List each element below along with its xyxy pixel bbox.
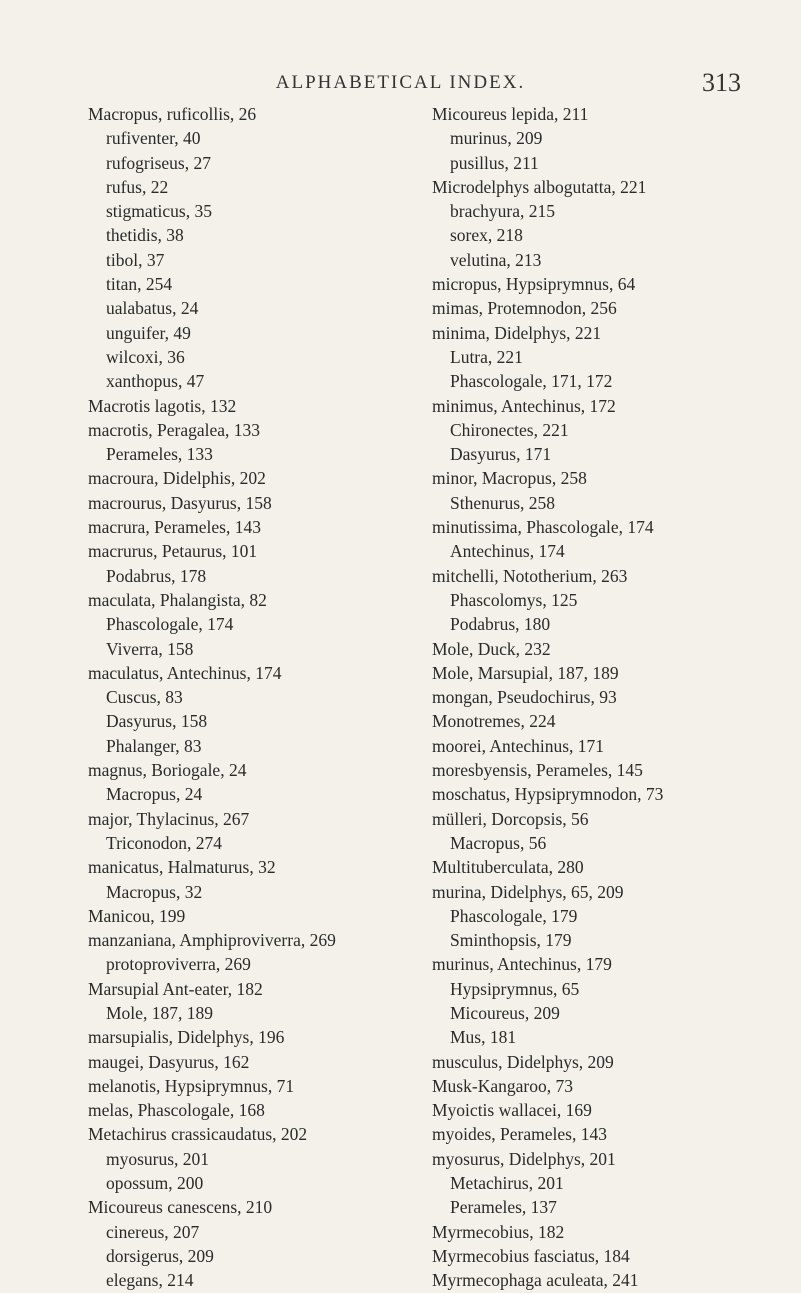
index-entry: Musk-Kangaroo, 73 [432,1075,573,1096]
index-entry: Macropus, 32 [106,881,203,902]
index-entry: pusillus, 211 [450,152,539,173]
index-entry: mitchelli, Nototherium, 263 [432,565,628,586]
index-entry: Phascologale, 174 [106,614,234,635]
index-entry: Micoureus lepida, 211 [432,104,589,124]
index-entry: Cuscus, 83 [106,687,183,708]
index-column-left [88,102,428,1293]
index-entry: Dasyurus, 171 [450,444,552,465]
index-entry: macrourus, Dasyurus, 158 [88,492,272,513]
index-entry: murinus, Antechinus, 179 [432,954,612,975]
index-entry: Macropus, 56 [450,832,547,853]
index-entry: Micoureus, 209 [450,1002,560,1023]
index-entry: myoides, Perameles, 143 [432,1124,607,1145]
index-entry: ualabatus, 24 [106,298,199,319]
index-entry: Podabrus, 178 [106,565,207,586]
index-entry: melas, Phascologale, 168 [88,1100,265,1121]
running-head: ALPHABETICAL INDEX. [275,72,526,93]
index-entry: Mole, 187, 189 [106,1002,213,1023]
index-entry: Myrmecobius fasciatus, 184 [432,1245,630,1266]
index-entry: maculata, Phalangista, 82 [88,589,267,610]
index-entry: stigmaticus, 35 [106,201,212,222]
index-entry: Marsupial Ant-eater, 182 [88,978,263,999]
index-entry: cinereus, 207 [106,1221,200,1242]
page-number: 313 [702,68,741,97]
index-entry: Sthenurus, 258 [450,492,555,513]
index-entry: Myrmecophaga aculeata, 241 [432,1270,639,1291]
index-entry: Lutra, 221 [450,346,523,367]
index-entry: myosurus, Didelphys, 201 [432,1148,616,1169]
index-entry: mongan, Pseudochirus, 93 [432,687,617,708]
index-entry: Triconodon, 274 [106,832,223,853]
index-entry: marsupialis, Didelphys, 196 [88,1027,285,1048]
index-entry: unguifer, 49 [106,322,191,343]
index-entry: myosurus, 201 [106,1148,210,1169]
index-entry: sorex, 218 [450,225,523,246]
index-entry: maculatus, Antechinus, 174 [88,662,282,683]
index-entry: mülleri, Dorcopsis, 56 [432,808,589,829]
index-entry: Metachirus, 201 [450,1173,564,1194]
index-entry: Phascologale, 171, 172 [450,371,613,392]
index-entry: titan, 254 [106,274,173,295]
index-entry: melanotis, Hypsiprymnus, 71 [88,1075,295,1096]
index-entry: rufogriseus, 27 [106,152,211,173]
index-entry: brachyura, 215 [450,201,555,222]
index-entry: macroura, Didelphis, 202 [88,468,266,489]
index-entry: rufiventer, 40 [106,128,201,149]
index-entry: manicatus, Halmaturus, 32 [88,857,276,878]
index-entry: dorsigerus, 209 [106,1245,214,1266]
index-entry: Phalanger, 83 [106,735,202,756]
index-entry: Manicou, 199 [88,905,186,926]
index-entry: macrotis, Peragalea, 133 [88,419,261,440]
index-entry: Perameles, 133 [106,444,213,465]
index-entry: tibol, 37 [106,249,165,270]
index-entry: Multituberculata, 280 [432,857,584,878]
index-entry: moresbyensis, Perameles, 145 [432,760,643,781]
index-entry: Dasyurus, 158 [106,711,208,732]
index-entry: Podabrus, 180 [450,614,551,635]
index-entry: Phascolomys, 125 [450,589,578,610]
index-entry: xanthopus, 47 [106,371,205,392]
index-entry: musculus, Didelphys, 209 [432,1051,614,1072]
index-entry: magnus, Boriogale, 24 [88,760,247,781]
index-entry: Macropus, ruficollis, 26 [88,104,257,124]
index-entry: elegans, 214 [106,1270,194,1291]
index-column-right [432,102,782,1293]
index-entry: Micoureus canescens, 210 [88,1197,273,1218]
index-entry: minimus, Antechinus, 172 [432,395,616,416]
index-entry: manzaniana, Amphiproviverra, 269 [88,930,336,951]
index-entry: murinus, 209 [450,128,543,149]
index-entry: Viverra, 158 [106,638,194,659]
index-entry: Metachirus crassicaudatus, 202 [88,1124,308,1145]
index-entry: minor, Macropus, 258 [432,468,587,489]
index-entry: macrurus, Petaurus, 101 [88,541,258,562]
index-entry: Microdelphys albogutatta, 221 [432,176,647,197]
index-entry: Perameles, 137 [450,1197,557,1218]
index-entry: major, Thylacinus, 267 [88,808,250,829]
index-entry: velutina, 213 [450,249,542,270]
index-entry: Mole, Duck, 232 [432,638,551,659]
index-entry: minima, Didelphys, 221 [432,322,602,343]
index-entry: macrura, Perameles, 143 [88,517,261,538]
index-entry: moschatus, Hypsiprymnodon, 73 [432,784,664,805]
index-entry: Sminthopsis, 179 [450,930,572,951]
index-entry: Monotremes, 224 [432,711,556,732]
index-entry: maugei, Dasyurus, 162 [88,1051,250,1072]
index-entry: wilcoxi, 36 [106,346,185,367]
index-entry: minutissima, Phascologale, 174 [432,517,654,538]
index-entry: Antechinus, 174 [450,541,565,562]
index-entry: thetidis, 38 [106,225,184,246]
index-entry: moorei, Antechinus, 171 [432,735,605,756]
index-entry: opossum, 200 [106,1173,204,1194]
index-entry: rufus, 22 [106,176,169,197]
index-entry: Chironectes, 221 [450,419,569,440]
index-entry: Myoictis wallacei, 169 [432,1100,592,1121]
index-entry: protoproviverra, 269 [106,954,251,975]
index-entry: Macrotis lagotis, 132 [88,395,237,416]
index-entry: Macropus, 24 [106,784,203,805]
index-entry: micropus, Hypsiprymnus, 64 [432,274,636,295]
index-entry: Mole, Marsupial, 187, 189 [432,662,619,683]
index-entry: murina, Didelphys, 65, 209 [432,881,624,902]
index-entry: Hypsiprymnus, 65 [450,978,580,999]
index-entry: Myrmecobius, 182 [432,1221,565,1242]
index-entry: Mus, 181 [450,1027,517,1048]
index-entry: Phascologale, 179 [450,905,578,926]
index-entry: mimas, Protemnodon, 256 [432,298,617,319]
